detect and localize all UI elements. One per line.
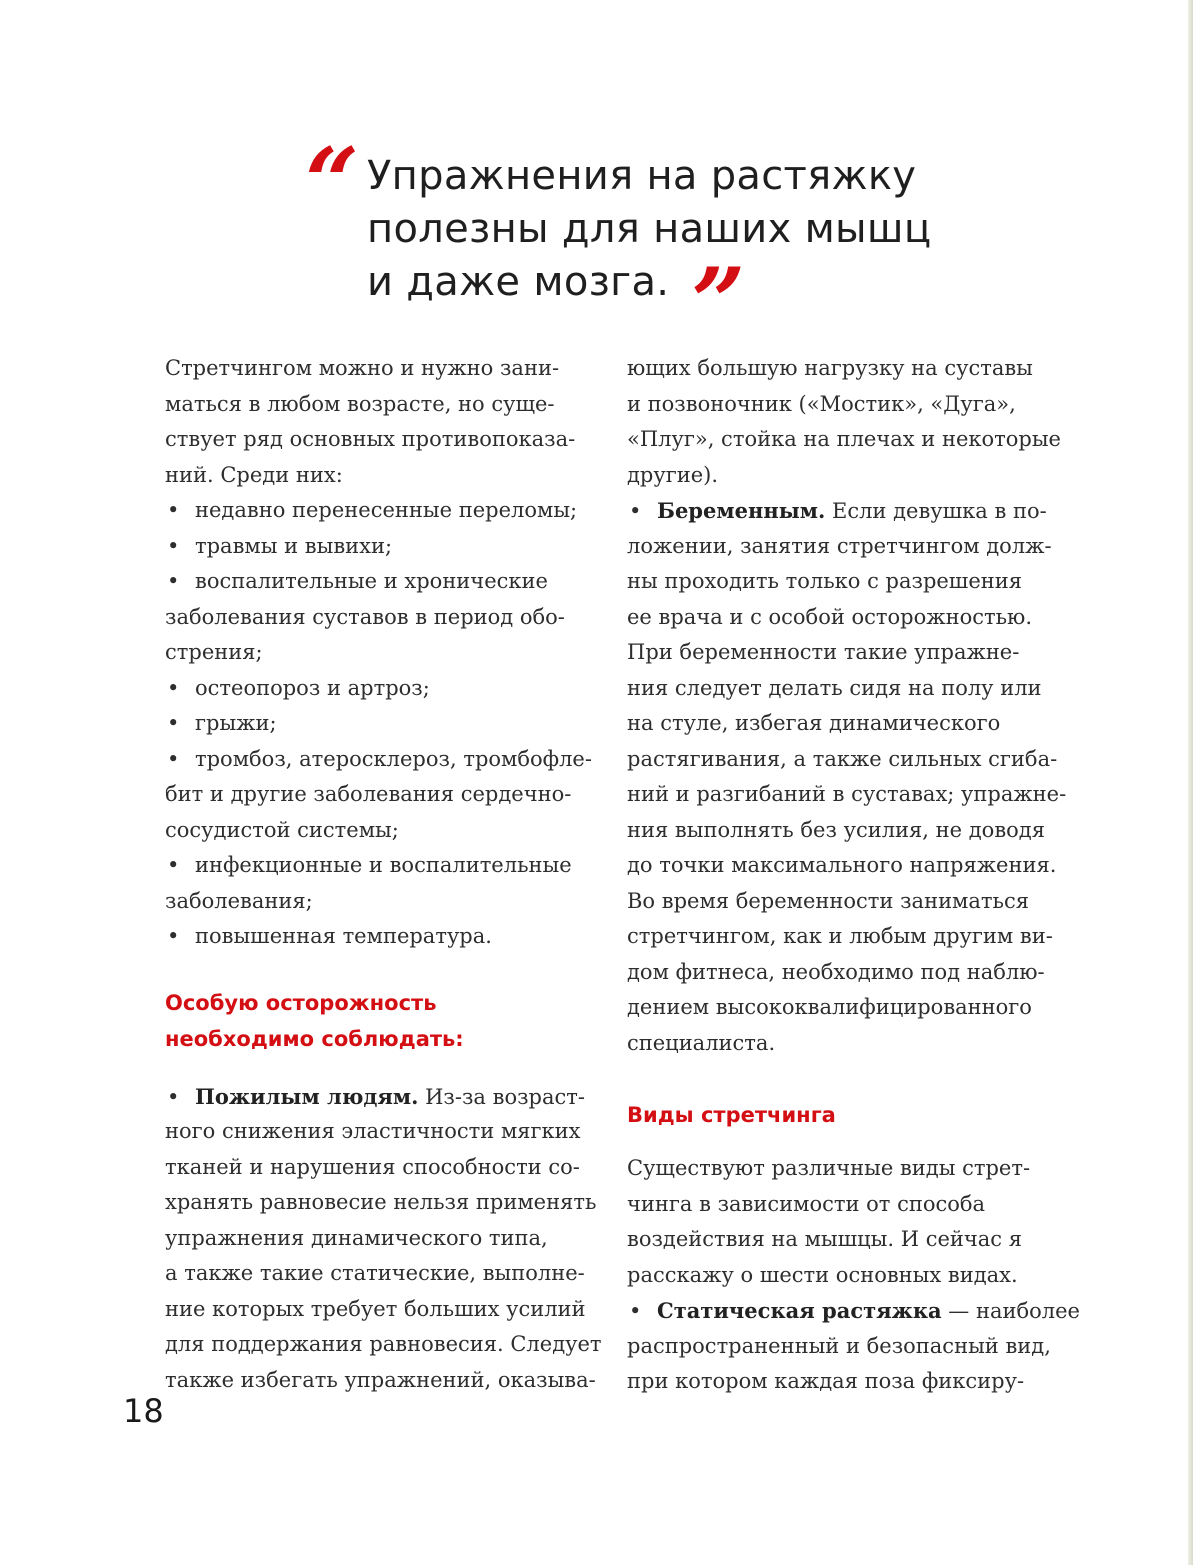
page-number: 18 (123, 1392, 164, 1430)
body-line: При беременности такие упражне- (627, 640, 1020, 664)
body-line: ние которых требует больших усилий (165, 1296, 586, 1321)
body-line: до точки максимального напряжения. (627, 853, 1057, 877)
contraindication-item: • недавно перенесенные переломы; (165, 493, 605, 529)
contraindication-item: • травмы и вывихи; (165, 529, 605, 565)
contraindication-continuation: стрения; (165, 640, 263, 664)
pull-quote-text (367, 150, 1007, 358)
body-line: специалиста. (627, 1030, 776, 1055)
body-line: дом фитнеса, необходимо под наблю- (627, 959, 1045, 984)
body-line: при котором каждая поза фиксиру- (627, 1369, 1025, 1393)
intro-line: ствует ряд основных противопоказа- (165, 427, 576, 451)
body-line: а также такие статические, выполне- (165, 1261, 585, 1285)
body-line: тканей и нарушения способности со- (165, 1154, 580, 1179)
pull-quote-line: полезны для наших мышц (367, 206, 932, 252)
types-heading: Виды стретчинга (627, 1103, 836, 1127)
body-line: воздействия на мышцы. И сейчас я (627, 1227, 1022, 1251)
body-line: Существуют различные виды стрет- (627, 1156, 1031, 1180)
body-line: ющих большую нагрузку на суставы (627, 356, 1033, 380)
caution-heading: Особую осторожность (165, 990, 437, 1015)
intro-line: Стретчингом можно и нужно зани- (165, 356, 560, 380)
elderly-paragraph: • Пожилым людям. Из-за возраст- (165, 1079, 605, 1115)
contraindication-item: • остеопороз и артроз; (165, 671, 605, 707)
open-quote-mark-icon: “ (305, 128, 360, 238)
contraindication-item: • воспалительные и хронические (165, 564, 605, 600)
body-line: распространенный и безопасный вид, (627, 1333, 1051, 1358)
body-line: упражнения динамического типа, (165, 1225, 548, 1250)
close-quote-mark-icon: ” (691, 248, 746, 358)
caution-heading: необходимо соблюдать: (165, 1026, 464, 1051)
body-line: хранять равновесие нельзя применять (165, 1190, 597, 1214)
contraindication-item: • грыжи; (165, 706, 605, 742)
pull-quote-line: и даже мозга. ” (367, 248, 746, 358)
page-edge (1188, 0, 1193, 1565)
right-column (627, 351, 1080, 1400)
body-line: Во время беременности заниматься (627, 888, 1029, 913)
contraindication-item: • тромбоз, атеросклероз, тромбофле- (165, 742, 605, 778)
body-line: другие). (627, 462, 719, 487)
body-line: ния следует делать сидя на полу или (627, 675, 1042, 700)
static-stretch-paragraph: • Статическая растяжка — наиболее (627, 1293, 1067, 1329)
body-line: чинга в зависимости от способа (627, 1191, 986, 1216)
body-line: растягивания, а также сильных сгиба- (627, 746, 1058, 771)
body-line: для поддержания равновесия. Следует (165, 1332, 602, 1356)
intro-line: ний. Среди них: (165, 462, 343, 487)
body-line: ного снижения эластичности мягких (165, 1119, 581, 1143)
body-line: «Плуг», стойка на плечах и некоторые (627, 427, 1061, 451)
body-line: ния выполнять без усилия, не доводя (627, 817, 1045, 842)
contraindication-continuation: заболевания; (165, 888, 313, 913)
intro-line: маться в любом возрасте, но суще- (165, 391, 555, 416)
left-column (165, 351, 605, 1398)
body-line: дением высококвалифицированного (627, 995, 1032, 1019)
pull-quote-line: Упражнения на растяжку (367, 153, 917, 199)
pregnant-paragraph: • Беременным. Если девушка в по- (627, 493, 1067, 529)
contraindication-continuation: сосудистой системы; (165, 817, 399, 842)
body-line: стретчингом, как и любым другим ви- (627, 924, 1053, 948)
contraindication-continuation: заболевания суставов в период обо- (165, 604, 565, 629)
body-line: расскажу о шести основных видах. (627, 1262, 1018, 1287)
contraindication-item: • повышенная температура. (165, 919, 605, 955)
body-line: на стуле, избегая динамического (627, 711, 1001, 735)
body-line: и позвоночник («Мостик», «Дуга», (627, 391, 1016, 416)
body-line: ее врача и с особой осторожностью. (627, 604, 1032, 629)
body-line: ложении, занятия стретчингом долж- (627, 533, 1052, 558)
body-line: ний и разгибаний в суставах; упражне- (627, 782, 1067, 806)
body-line: также избегать упражнений, оказыва- (165, 1367, 596, 1392)
body-line: ны проходить только с разрешения (627, 569, 1023, 593)
contraindication-item: • инфекционные и воспалительные (165, 848, 605, 884)
contraindication-continuation: бит и другие заболевания сердечно- (165, 782, 572, 806)
